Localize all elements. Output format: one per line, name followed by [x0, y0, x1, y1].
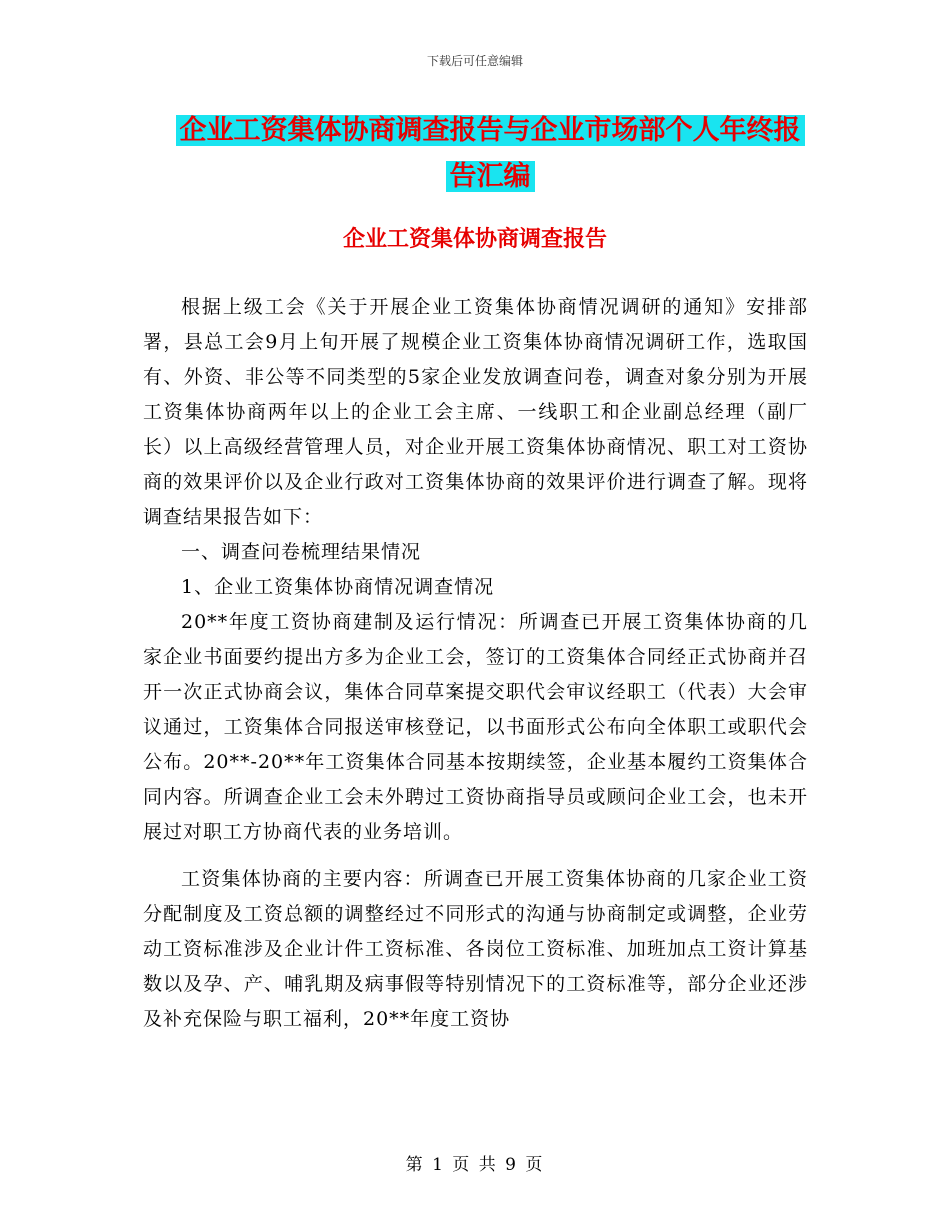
paragraph-heading-1: 一、调查问卷梳理结果情况 [181, 541, 422, 563]
document-title-line-1: 企业工资集体协商调查报告与企业市场部个人年终报 [176, 115, 805, 146]
body-text [143, 290, 808, 1037]
document-title [140, 108, 840, 200]
header-note: 下载后可任意编辑 [426, 54, 523, 68]
section-title: 企业工资集体协商调查报告 [342, 226, 607, 252]
document-title-line-2: 告汇编 [446, 161, 535, 192]
paragraph-wage-mechanism: 20**年度工资协商建制及运行情况：所调查已开展工资集体协商的几家企业书面要约提出方多为企业工会，签订的工资集体合同经正式协商并召开一次正式协商会议，集体合同草案提交职代会审议经职工（代表）大会审议通过，工资集体合同报送审核登记，以书面形式公布向全体职工或职代会公布。20**-20**年工资集体合同基本按期续签，企业基本履约工资集体合同内容。所调查企业工会未外聘过工资协商指导员或顾问企业工会，也未开展过对职工方协商代表的业务培训。 [143, 611, 808, 843]
paragraph-wage-content: 工资集体协商的主要内容：所调查已开展工资集体协商的几家企业工资分配制度及工资总额的调整经过不同形式的沟通与协商制定或调整，企业劳动工资标准涉及企业计件工资标准、各岗位工资标准、加班加点工资计算基数以及孕、产、哺乳期及病事假等特别情况下的工资标准等，部分企业还涉及补充保险与职工福利，20**年度工资协 [143, 868, 808, 1030]
paragraph-heading-1-1: 1、企业工资集体协商情况调查情况 [181, 576, 495, 598]
paragraph-intro: 根据上级工会《关于开展企业工资集体协商情况调研的通知》安排部署，县总工会9月上旬开展了规模企业工资集体协商情况调研工作，选取国有、外资、非公等不同类型的5家企业发放调查问卷，调查对象分别为开展工资集体协商两年以上的企业工会主席、一线职工和企业副总经理（副厂长）以上高级经营管理人员，对企业开展工资集体协商情况、职工对工资协商的效果评价以及企业行政对工资集体协商的效果评价进行调查了解。现将调查结果报告如下： [143, 296, 808, 528]
page-number: 第 1 页 共 9 页 [405, 1155, 545, 1175]
